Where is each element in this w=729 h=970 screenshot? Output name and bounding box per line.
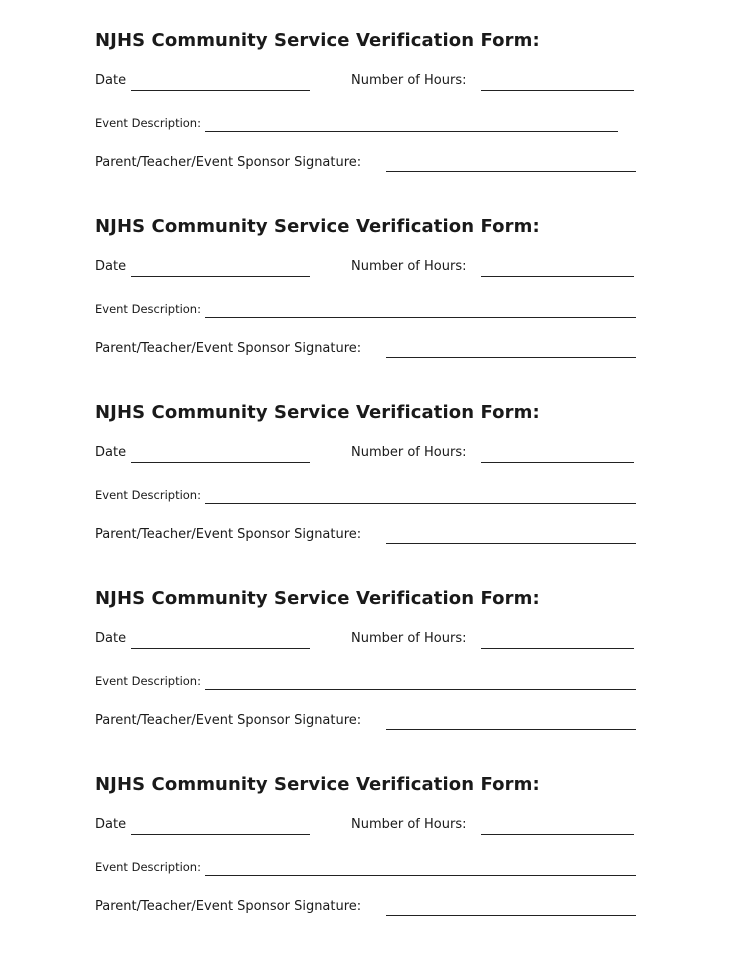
event-description-field[interactable] [205, 503, 636, 504]
signature-field[interactable] [386, 357, 636, 358]
event-description-field[interactable] [205, 131, 618, 132]
event-description-field[interactable] [205, 875, 636, 876]
verification-form-3 [0, 372, 729, 558]
event-description-field[interactable] [205, 317, 636, 318]
event-description-label: Event Description: [95, 302, 201, 316]
date-field[interactable] [131, 462, 310, 463]
form-title: NJHS Community Service Verification Form: [95, 30, 540, 51]
verification-form-1 [0, 0, 729, 186]
hours-label: Number of Hours: [351, 445, 467, 460]
hours-field[interactable] [481, 276, 634, 277]
signature-label: Parent/Teacher/Event Sponsor Signature: [95, 527, 362, 542]
event-description-label: Event Description: [95, 488, 201, 502]
date-field[interactable] [131, 90, 310, 91]
date-label: Date [95, 445, 127, 460]
verification-form-2 [0, 186, 729, 372]
signature-label: Parent/Teacher/Event Sponsor Signature: [95, 341, 362, 356]
event-description-field[interactable] [205, 689, 636, 690]
signature-label: Parent/Teacher/Event Sponsor Signature: [95, 155, 362, 170]
date-label: Date [95, 817, 127, 832]
hours-field[interactable] [481, 648, 634, 649]
hours-label: Number of Hours: [351, 817, 467, 832]
signature-label: Parent/Teacher/Event Sponsor Signature: [95, 713, 362, 728]
hours-field[interactable] [481, 834, 634, 835]
event-description-label: Event Description: [95, 860, 201, 874]
date-field[interactable] [131, 648, 310, 649]
form-title: NJHS Community Service Verification Form: [95, 402, 540, 423]
signature-field[interactable] [386, 729, 636, 730]
hours-label: Number of Hours: [351, 259, 467, 274]
date-label: Date [95, 631, 127, 646]
signature-field[interactable] [386, 543, 636, 544]
form-title: NJHS Community Service Verification Form: [95, 588, 540, 609]
hours-field[interactable] [481, 462, 634, 463]
hours-label: Number of Hours: [351, 631, 467, 646]
verification-form-4 [0, 558, 729, 744]
hours-label: Number of Hours: [351, 73, 467, 88]
event-description-label: Event Description: [95, 116, 201, 130]
form-title: NJHS Community Service Verification Form: [95, 216, 540, 237]
verification-form-5 [0, 744, 729, 930]
date-field[interactable] [131, 276, 310, 277]
date-label: Date [95, 73, 127, 88]
form-title: NJHS Community Service Verification Form: [95, 774, 540, 795]
event-description-label: Event Description: [95, 674, 201, 688]
date-field[interactable] [131, 834, 310, 835]
signature-label: Parent/Teacher/Event Sponsor Signature: [95, 899, 362, 914]
signature-field[interactable] [386, 915, 636, 916]
hours-field[interactable] [481, 90, 634, 91]
signature-field[interactable] [386, 171, 636, 172]
date-label: Date [95, 259, 127, 274]
